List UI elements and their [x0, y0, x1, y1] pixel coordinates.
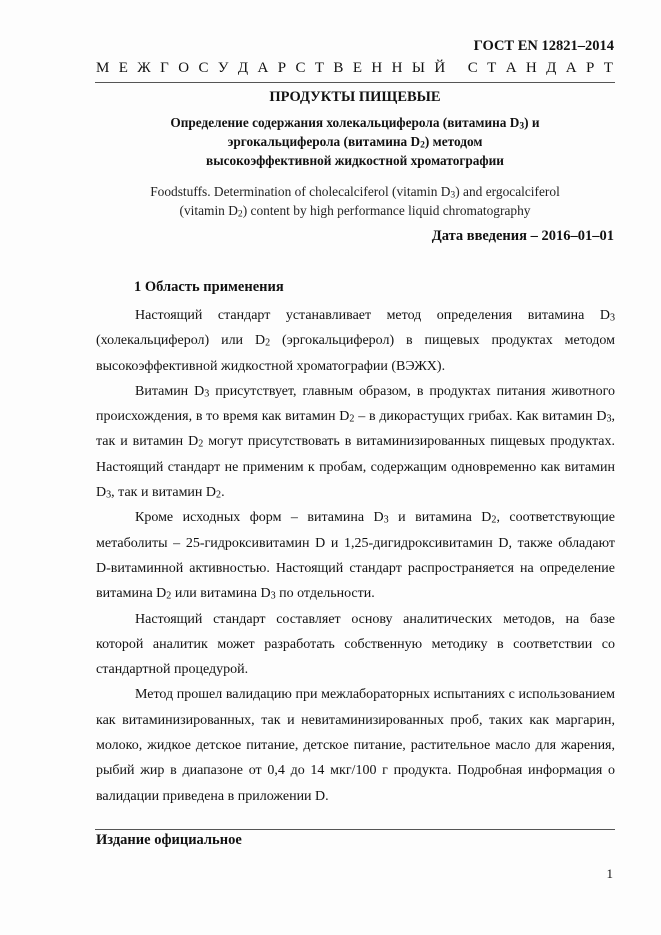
interstate-letter: Т	[487, 60, 497, 76]
interstate-letter: Т	[314, 60, 325, 76]
interstate-letter: С	[198, 60, 209, 76]
interstate-letter: В	[333, 60, 344, 76]
interstate-letter: Д	[546, 60, 557, 76]
interstate-letter	[455, 60, 459, 77]
interstate-letter: Е	[352, 60, 362, 76]
interstate-letter: Ж	[137, 60, 151, 76]
interstate-letter: А	[565, 60, 577, 76]
interstate-letter: Р	[586, 60, 595, 76]
interstate-letter: С	[467, 60, 478, 76]
interstate-letter: Р	[277, 60, 287, 76]
introduction-date: Дата введения – 2016–01–01	[431, 228, 614, 244]
header-rule	[95, 82, 615, 83]
title-en-line: Foodstuffs. Determination of cholecalciferol (vitamin $D_3$) and ergocalciferol	[150, 184, 560, 201]
interstate-letter: Г	[160, 60, 169, 76]
interstate-letter: О	[178, 60, 190, 76]
interstate-letter: Ы	[411, 60, 425, 76]
title-en-line: (vitamin $D_2$) content by high performance liquid chromatography	[179, 203, 531, 220]
interstate-letter: Т	[603, 60, 613, 76]
page-number: 1	[606, 866, 613, 881]
section-heading: 1 Область применения	[134, 279, 284, 295]
interstate-letter: Н	[371, 60, 383, 76]
section-body	[96, 303, 615, 809]
body-paragraph: Витамин $D_3$ присутствует, главным образом, в продуктах питания животного происхождения, в то время как витамин $D_2$ – в дикорастущих грибах. Как витамин $D_3$, так и витамин $D_2$ могут присутствовать в витаминизированных пищевых продуктах. Настоящий стандарт не применим к пробам, содержащим одновременно как витамин $D_3$, так и витамин $D_2$.	[96, 383, 615, 501]
product-title: ПРОДУКТЫ ПИЩЕВЫЕ	[269, 89, 441, 105]
interstate-letter: Н	[525, 60, 537, 76]
body-paragraph: Настоящий стандарт составляет основу аналитических методов, на базе которой аналитик может разработать собственную методику в соответствии со стандартной процедурой.	[96, 611, 615, 678]
body-paragraph: Настоящий стандарт устанавливает метод определения витамина $D_3$ (холекальциферол) или $D_2$ (эргокальциферол) в пищевых продуктах методом высокоэффективной жидкостной хроматографии (ВЭЖХ).	[96, 308, 615, 374]
interstate-letter: У	[217, 60, 229, 76]
footer-rule	[95, 829, 615, 830]
interstate-letter: Й	[434, 60, 446, 76]
interstate-letter: Д	[237, 60, 249, 76]
title-russian	[95, 113, 615, 170]
title-ru-line: эргокальциферола (витамина $D_2$) методом	[227, 134, 483, 151]
body-paragraph: Метод прошел валидацию при межлабораторных испытаниях с использованием как витаминизированных, так и невитаминизированных проб, таких как маргарин, молоко, жидкое детское питание, детское питание, растительное масло для жарения, рыбий жир в диапазоне от 0,4 до 14 мкг/100 г продукта. Подробная информация о валидации приведена в приложении D.	[96, 687, 615, 804]
interstate-letter: Н	[391, 60, 403, 76]
interstate-standard-heading	[96, 60, 613, 77]
title-english	[95, 182, 615, 220]
title-ru-line: высокоэффективной жидкостной хроматографии	[206, 153, 504, 168]
body-paragraph: Кроме исходных форм – витамина $D_3$ и витамина $D_2$, соответствующие метаболиты – 25-гидроксивитамин D и 1,25-дигидроксивитамин D, также обладают D-витаминной активностью. Настоящий стандарт распространяется на определение витамина $D_2$ или витамина $D_3$ по отдельности.	[96, 510, 616, 602]
interstate-letter: А	[257, 60, 269, 76]
interstate-letter: С	[295, 60, 306, 76]
standard-number: ГОСТ EN 12821–2014	[473, 38, 614, 54]
interstate-letter: А	[505, 60, 517, 76]
interstate-letter: Е	[118, 60, 128, 76]
interstate-letter: М	[96, 60, 110, 76]
title-ru-line: Определение содержания холекальциферола (витамина $D_3$) и	[170, 115, 540, 132]
official-edition-label: Издание официальное	[96, 832, 242, 848]
